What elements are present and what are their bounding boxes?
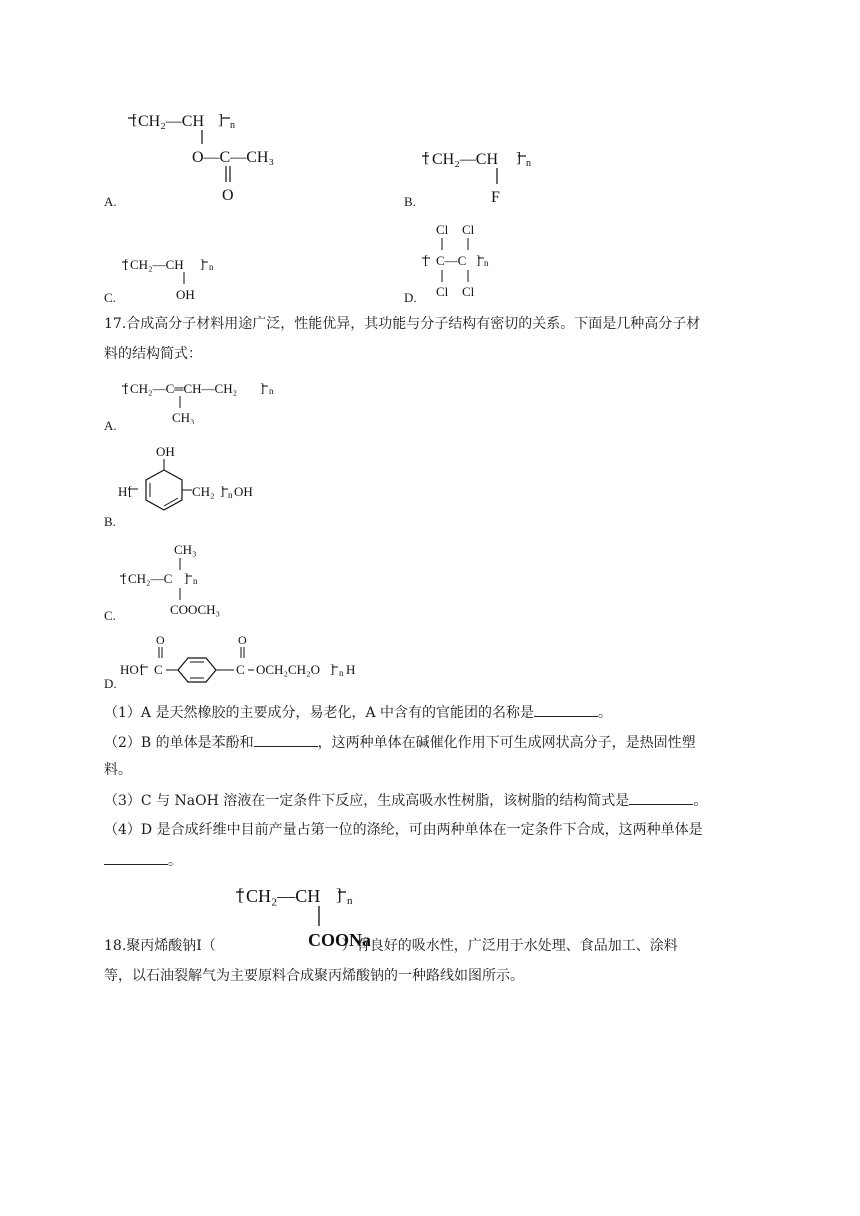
svg-text:]: ] <box>218 112 223 128</box>
q17-sub2-line2: 料。 <box>104 762 132 778</box>
q17-sub1-text: （1）A 是天然橡胶的主要成分，易老化，A 中含有的官能团的名称是 <box>104 705 535 721</box>
svg-text:]: ] <box>200 256 205 271</box>
formula-17a <box>120 376 300 424</box>
formula-16d-bot1: Cl <box>436 284 449 299</box>
formula-17b-end: OH <box>234 484 253 499</box>
formula-16a-sub2: O <box>222 187 234 204</box>
q17-intro-line1: 17.合成高分子材料用途广泛，性能优异，其功能与分子结构有密切的关系。下面是几种高分子材 <box>104 316 701 332</box>
svg-text:]: ] <box>336 885 342 904</box>
q18-line1 <box>104 936 678 956</box>
formula-16b <box>420 146 560 210</box>
svg-text:[: [ <box>124 380 129 395</box>
svg-text:]: ] <box>260 380 265 395</box>
formula-17a-sub: CH₃ <box>172 410 195 424</box>
formula-16c-main: CH₂—CH <box>130 257 184 272</box>
q17-sub2-text: （2）B 的单体是苯酚和 <box>104 735 254 751</box>
formula-16c-sub: OH <box>176 287 195 302</box>
formula-17d-o1: O <box>156 633 165 647</box>
formula-18-sub: COONa <box>308 930 371 950</box>
option-16a-label: A. <box>104 194 117 209</box>
option-16d-label: D. <box>404 290 417 305</box>
formula-17d <box>118 630 378 690</box>
svg-text:]: ] <box>330 661 335 676</box>
formula-16d <box>420 220 510 302</box>
formula-17d-h: H <box>346 662 356 677</box>
formula-16b-n: n <box>526 158 531 169</box>
formula-17b-h: H <box>118 484 128 499</box>
q17-intro-line2: 料的结构简式： <box>104 346 202 362</box>
svg-text:[: [ <box>424 252 429 267</box>
formula-17d-tail: OCH₂CH₂O <box>256 662 320 677</box>
svg-text:]: ] <box>220 483 225 498</box>
svg-text:[: [ <box>124 256 129 271</box>
formula-16b-sub: F <box>491 189 500 206</box>
svg-text:[: [ <box>140 661 145 676</box>
option-17d-label: D. <box>104 676 117 691</box>
option-17b-label: B. <box>104 514 116 529</box>
formula-16d-top1: Cl <box>436 222 449 237</box>
q17-sub1 <box>104 702 612 723</box>
formula-17d-o2: O <box>238 633 247 647</box>
q17-sub2-rest: ，这两种单体在碱催化作用下可生成网状高分子，是热固性塑 <box>317 735 696 751</box>
formula-17c-main: CH₂—C <box>128 571 173 586</box>
option-16c-label: C. <box>104 290 116 305</box>
formula-17b-tail: CH₂ <box>192 484 215 499</box>
q18-line1-a: 18.聚丙烯酸钠Ⅰ（ <box>104 938 216 954</box>
svg-text:[: [ <box>128 483 133 498</box>
svg-text:]: ] <box>184 570 189 585</box>
q17-sub4-blank[interactable] <box>104 850 168 865</box>
formula-17b <box>116 442 276 522</box>
formula-16c <box>120 252 230 302</box>
q17-sub2 <box>104 732 696 753</box>
svg-text:[: [ <box>424 150 429 166</box>
formula-18-main: CH₂—CH <box>246 886 321 906</box>
formula-16d-main: C—C <box>436 253 467 268</box>
formula-17a-n: n <box>269 386 274 396</box>
svg-text:]: ] <box>516 150 521 166</box>
formula-17b-oh-top: OH <box>156 444 175 459</box>
option-17c-label: C. <box>104 608 116 623</box>
formula-16a <box>118 104 318 208</box>
formula-17c-sub: COOCH₃ <box>170 602 221 617</box>
q18-line2: 等，以石油裂解气为主要原料合成聚丙烯酸钠的一种路线如图所示。 <box>104 968 524 984</box>
q17-sub1-end: 。 <box>598 705 613 721</box>
formula-16a-main: CH₂—CH <box>138 113 205 130</box>
svg-text:[: [ <box>122 570 127 585</box>
q17-sub1-blank[interactable] <box>534 702 598 717</box>
q18-line1-b: ）有良好的吸水性，广泛用于水处理、食品加工、涂料 <box>341 938 678 954</box>
option-16b-label: B. <box>404 194 416 209</box>
formula-17c-top: CH₃ <box>174 542 197 557</box>
q17-sub4: （4）D 是合成纤维中目前产量占第一位的涤纶，可由两种单体在一定条件下合成，这两种单体是 <box>104 822 703 838</box>
formula-18-n: n <box>347 895 353 907</box>
formula-17a-main: CH₂—C═CH—CH₂ <box>130 381 238 396</box>
q17-sub2-blank[interactable] <box>254 732 318 747</box>
formula-16a-n: n <box>230 120 235 131</box>
formula-16a-sub1: O—C—CH₃ <box>192 149 275 166</box>
formula-17c-n: n <box>193 576 198 586</box>
formula-17b-n: n <box>228 490 233 500</box>
svg-text:C: C <box>154 662 163 677</box>
svg-text:]: ] <box>476 252 481 267</box>
q17-sub3-end: 。 <box>693 793 708 809</box>
svg-text:C: C <box>236 662 245 677</box>
option-17a-label: A. <box>104 418 117 433</box>
formula-17d-ho: HO <box>120 662 139 677</box>
formula-16c-n: n <box>209 262 214 272</box>
q17-sub3-blank[interactable] <box>629 790 693 805</box>
formula-17c <box>118 540 238 618</box>
formula-17d-n: n <box>339 668 344 678</box>
q17-sub4-end: 。 <box>168 853 182 869</box>
q17-sub3 <box>104 790 707 811</box>
formula-16b-main: CH₂—CH <box>432 151 499 168</box>
svg-text:[: [ <box>132 112 137 128</box>
formula-16d-top2: Cl <box>462 222 475 237</box>
svg-text:[: [ <box>238 885 244 904</box>
formula-16d-bot2: Cl <box>462 284 475 299</box>
formula-16d-n: n <box>484 258 489 268</box>
q17-sub4-line2 <box>104 850 182 871</box>
q17-sub3-text: （3）C 与 NaOH 溶液在一定条件下反应，生成高吸水性树脂，该树脂的结构简式是 <box>104 793 630 809</box>
